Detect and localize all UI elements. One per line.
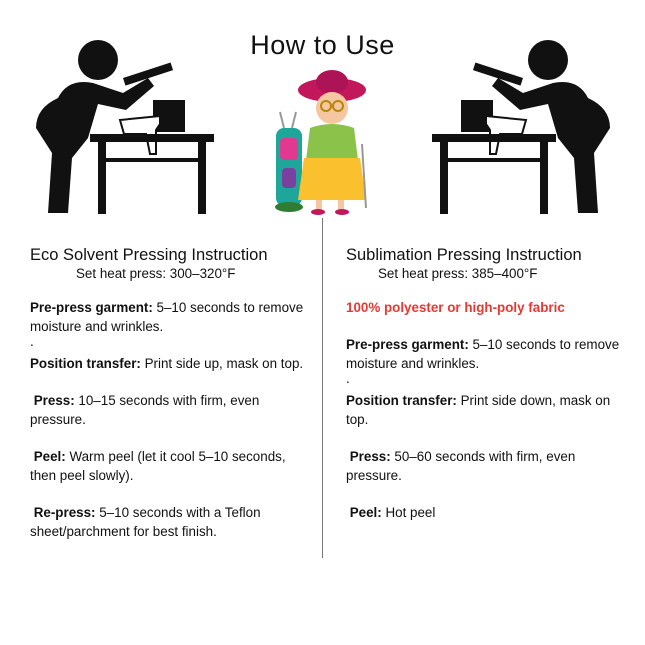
step-prepress: Pre-press garment: 5–10 seconds to remove moisture and wrinkles. [346,337,620,371]
step-peel: Peel: Hot peel [349,505,436,520]
page-title: How to Use [250,30,395,60]
eco-solvent-heading: Eco Solvent Pressing Instruction [30,246,268,264]
step-prepress: Pre-press garment: 5–10 seconds to remove moisture and wrinkles. [30,300,304,334]
step-repress: Re-press: 5–10 seconds with a Teflon sheet/parchment for best finish. [30,505,261,539]
stray-dot: . [346,371,350,386]
step-press: Press: 10–15 seconds with firm, even pressure. [30,393,260,427]
eco-solvent-column [30,245,315,541]
golfer-grandma-illustration [262,68,382,216]
stray-dot: . [30,334,34,349]
sublimation-temperature: Set heat press: 385–400°F [378,266,538,281]
column-divider [322,218,323,558]
heat-press-operator-icon [28,38,218,218]
eco-solvent-temperature: Set heat press: 300–320°F [76,266,236,281]
sublimation-heading: Sublimation Pressing Instruction [346,246,582,264]
step-position: Position transfer: Print side down, mask on top. [346,393,611,427]
step-press: Press: 50–60 seconds with firm, even pressure. [346,449,576,483]
heat-press-operator-icon [428,38,618,218]
step-peel: Peel: Warm peel (let it cool 5–10 seconds, then peel slowly). [30,449,286,483]
step-position: Position transfer: Print side up, mask on top. [30,356,304,371]
sublimation-column [346,245,631,522]
fabric-note: 100% polyester or high-poly fabric [346,300,565,315]
